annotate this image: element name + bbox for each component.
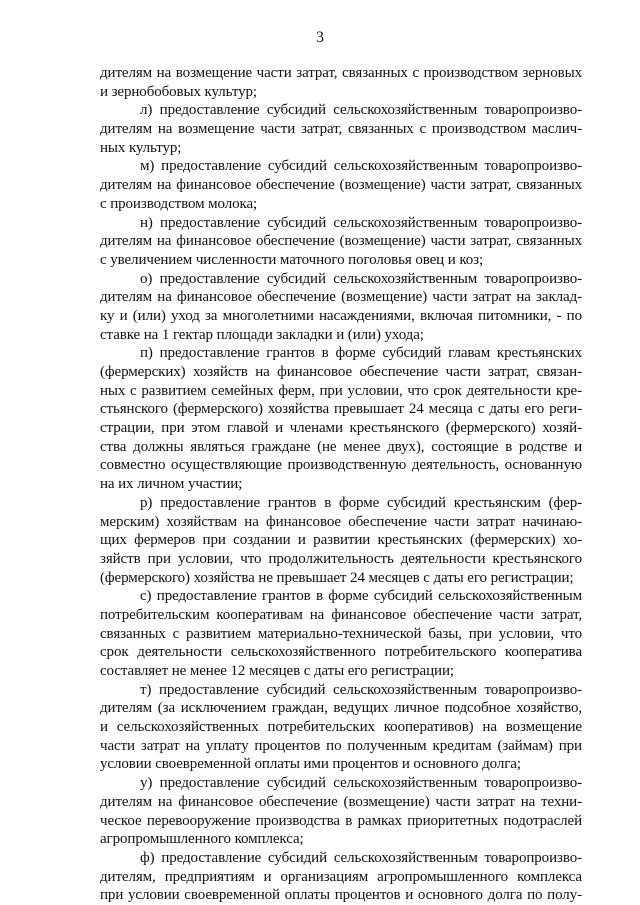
- text-line: дителям на финансовое обеспечение (возмещение) части затрат на заклад-: [100, 289, 582, 306]
- text-line: совместно осуществляющие производственную деятельность, основанную: [100, 457, 582, 474]
- text-line: условии своевременной оплаты ими процентов и основного долга;: [100, 756, 521, 773]
- text-line: ческое перевооружение производства в рамках приоритетных подотраслей: [100, 812, 582, 829]
- text-line: страции, при этом главой и членами крестьянского (фермерского) хозяй-: [100, 420, 582, 437]
- text-line: агропромышленного комплекса;: [100, 831, 304, 848]
- text-line: (фермерских) хозяйств на финансовое обеспечение части затрат, связан-: [100, 364, 582, 380]
- text-line: ных с развитием семейных ферм, при условии, что срок деятельности кре-: [100, 382, 582, 399]
- document-body: [100, 64, 582, 905]
- text-line: (фермерского) хозяйства не превышает 24 месяцев с даты его регистрации;: [100, 569, 574, 586]
- text-line: дителям на финансовое обеспечение (возмещение) части затрат на техни-: [100, 793, 582, 810]
- text-line: ф) предоставление субсидий сельскохозяйственным товаропроизво-: [140, 849, 582, 866]
- text-line: о) предоставление субсидий сельскохозяйственным товаропроизво-: [140, 270, 582, 287]
- text-line: связанных с развитием материально-технической базы, при условии, что: [100, 625, 582, 642]
- text-line: составляет не менее 12 месяцев с даты его регистрации;: [100, 663, 454, 679]
- text-line: н) предоставление субсидий сельскохозяйственным товаропроизво-: [140, 214, 582, 231]
- text-line: п) предоставление грантов в форме субсидий главам крестьянских: [140, 345, 582, 362]
- text-line: т) предоставление субсидий сельскохозяйственным товаропроизво-: [140, 681, 582, 698]
- text-line: и сельскохозяйственных потребительских кооперативов) на возмещение: [100, 719, 582, 736]
- page-number: 3: [316, 29, 324, 46]
- text-line: м) предоставление субсидий сельскохозяйственным товаропроизво-: [140, 158, 582, 175]
- text-line: ку и (или) уход за многолетними насаждениями, включая питомники, - по: [100, 307, 582, 324]
- text-line: потребительским кооперативам на финансовое обеспечение части затрат,: [100, 606, 582, 623]
- text-line: стьянского (фермерского) хозяйства превышает 24 месяца с даты его реги-: [100, 401, 582, 418]
- text-line: ства должны являться граждане (не менее двух), состоящие в родстве и: [100, 438, 582, 455]
- text-line: ставке на 1 гектар площади закладки и (или) ухода;: [100, 326, 424, 343]
- text-line: при условии своевременной оплаты процентов и основного долга по полу-: [100, 887, 582, 904]
- text-line: дителям (за исключением граждан, ведущих личное подсобное хозяйство,: [100, 700, 582, 717]
- text-line: дителям, предприятиям и организациям агропромышленного комплекса: [100, 868, 582, 885]
- text-line: дителям на финансовое обеспечение (возмещение) части затрат, связанных: [100, 177, 582, 194]
- text-line: л) предоставление субсидий сельскохозяйственным товаропроизво-: [140, 102, 582, 119]
- text-line: с производством молока;: [100, 195, 258, 212]
- text-line: зяйств при условии, что продолжительность деятельности крестьянского: [100, 550, 582, 567]
- text-line: с увеличением численности маточного поголовья овец и коз;: [100, 251, 484, 268]
- text-line: с) предоставление грантов в форме субсидий сельскохозяйственным: [140, 588, 582, 605]
- text-line: части затрат на уплату процентов по полученным кредитам (займам) при: [100, 737, 582, 754]
- text-line: дителям на финансовое обеспечение (возмещение) части затрат, связанных: [100, 233, 582, 250]
- text-line: на их личном участии;: [100, 476, 243, 493]
- text-line: мерским) хозяйствам на финансовое обеспечение части затрат начинаю-: [100, 513, 582, 530]
- text-line: р) предоставление грантов в форме субсидий крестьянским (фер-: [140, 494, 582, 511]
- text-line: и зернобобовых культур;: [100, 83, 257, 100]
- text-line: щих фермеров при создании и развитии крестьянских (фермерских) хо-: [100, 532, 582, 549]
- text-line: дителям на возмещение части затрат, связанных с производством маслич-: [100, 121, 582, 138]
- text-line: срок деятельности сельскохозяйственного потребительского кооператива: [100, 644, 582, 661]
- text-line: дителям на возмещение части затрат, связанных с производством зерновых: [100, 65, 582, 81]
- text-line: у) предоставление субсидий сельскохозяйственным товаропроизво-: [140, 775, 582, 792]
- text-line: ных культур;: [100, 139, 182, 156]
